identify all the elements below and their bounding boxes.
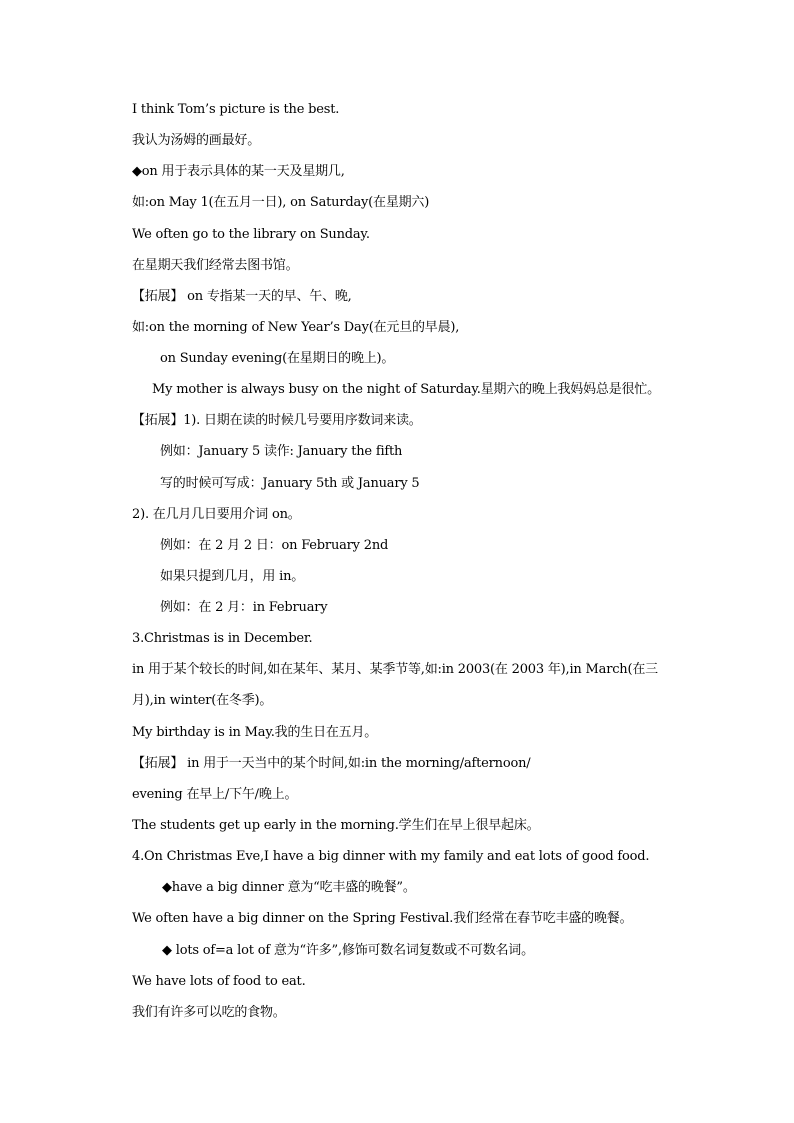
text-line: ◆have a big dinner 意为“吃丰盛的晚餐”。: [162, 880, 416, 895]
text-line: 写的时候可写成：January 5th 或 January 5: [160, 476, 420, 491]
text-line: on Sunday evening(在星期日的晚上)。: [160, 351, 395, 366]
text-line: We often go to the library on Sunday.: [132, 227, 370, 242]
text-line: evening 在早上/下午/晚上。: [132, 787, 298, 802]
text-line: 2). 在几月几日要用介词 on。: [132, 507, 301, 522]
text-line: 如:on the morning of New Year’s Day(在元旦的早晨),: [132, 320, 460, 335]
text-line: We have lots of food to eat.: [132, 974, 306, 989]
text-line: My mother is always busy on the night of Saturday.星期六的晚上我妈妈总是很忙。: [152, 382, 660, 397]
text-line: 在星期天我们经常去图书馆。: [132, 258, 299, 273]
text-line: 【拓展】1). 日期在读的时候几号要用序数词来读。: [132, 413, 422, 428]
text-line: in 用于某个较长的时间,如在某年、某月、某季节等,如:in 2003(在 2003 年),in March(在三: [132, 662, 658, 677]
text-line: 月),in winter(在冬季)。: [132, 693, 273, 708]
text-line: 如果只提到几月，用 in。: [160, 569, 305, 584]
text-line: We often have a big dinner on the Spring Festival.我们经常在春节吃丰盛的晚餐。: [132, 911, 633, 926]
text-line: ◆on 用于表示具体的某一天及星期几,: [132, 164, 345, 179]
text-line: 我们有许多可以吃的食物。: [132, 1005, 286, 1020]
text-line: 3.Christmas is in December.: [132, 631, 313, 646]
text-line: The students get up early in the morning.学生们在早上很早起床。: [132, 818, 540, 833]
text-line: 4.On Christmas Eve,I have a big dinner with my family and eat lots of good food.: [132, 849, 650, 864]
text-line: My birthday is in May.我的生日在五月。: [132, 725, 378, 740]
text-line: 如:on May 1(在五月一日), on Saturday(在星期六): [132, 195, 430, 210]
text-line: 例如：January 5 读作: January the fifth: [160, 444, 403, 459]
text-line: ◆ lots of=a lot of 意为“许多”,修饰可数名词复数或不可数名词。: [162, 943, 534, 958]
text-line: 例如：在 2 月 2 日：on February 2nd: [160, 538, 389, 553]
text-line: I think Tom’s picture is the best.: [132, 102, 340, 117]
text-line: 【拓展】 in 用于一天当中的某个时间,如:in the morning/afternoon/: [132, 756, 531, 771]
text-line: 【拓展】 on 专指某一天的早、午、晚,: [132, 289, 352, 304]
text-line: 我认为汤姆的画最好。: [132, 133, 261, 148]
text-line: 例如：在 2 月：in February: [160, 600, 328, 615]
